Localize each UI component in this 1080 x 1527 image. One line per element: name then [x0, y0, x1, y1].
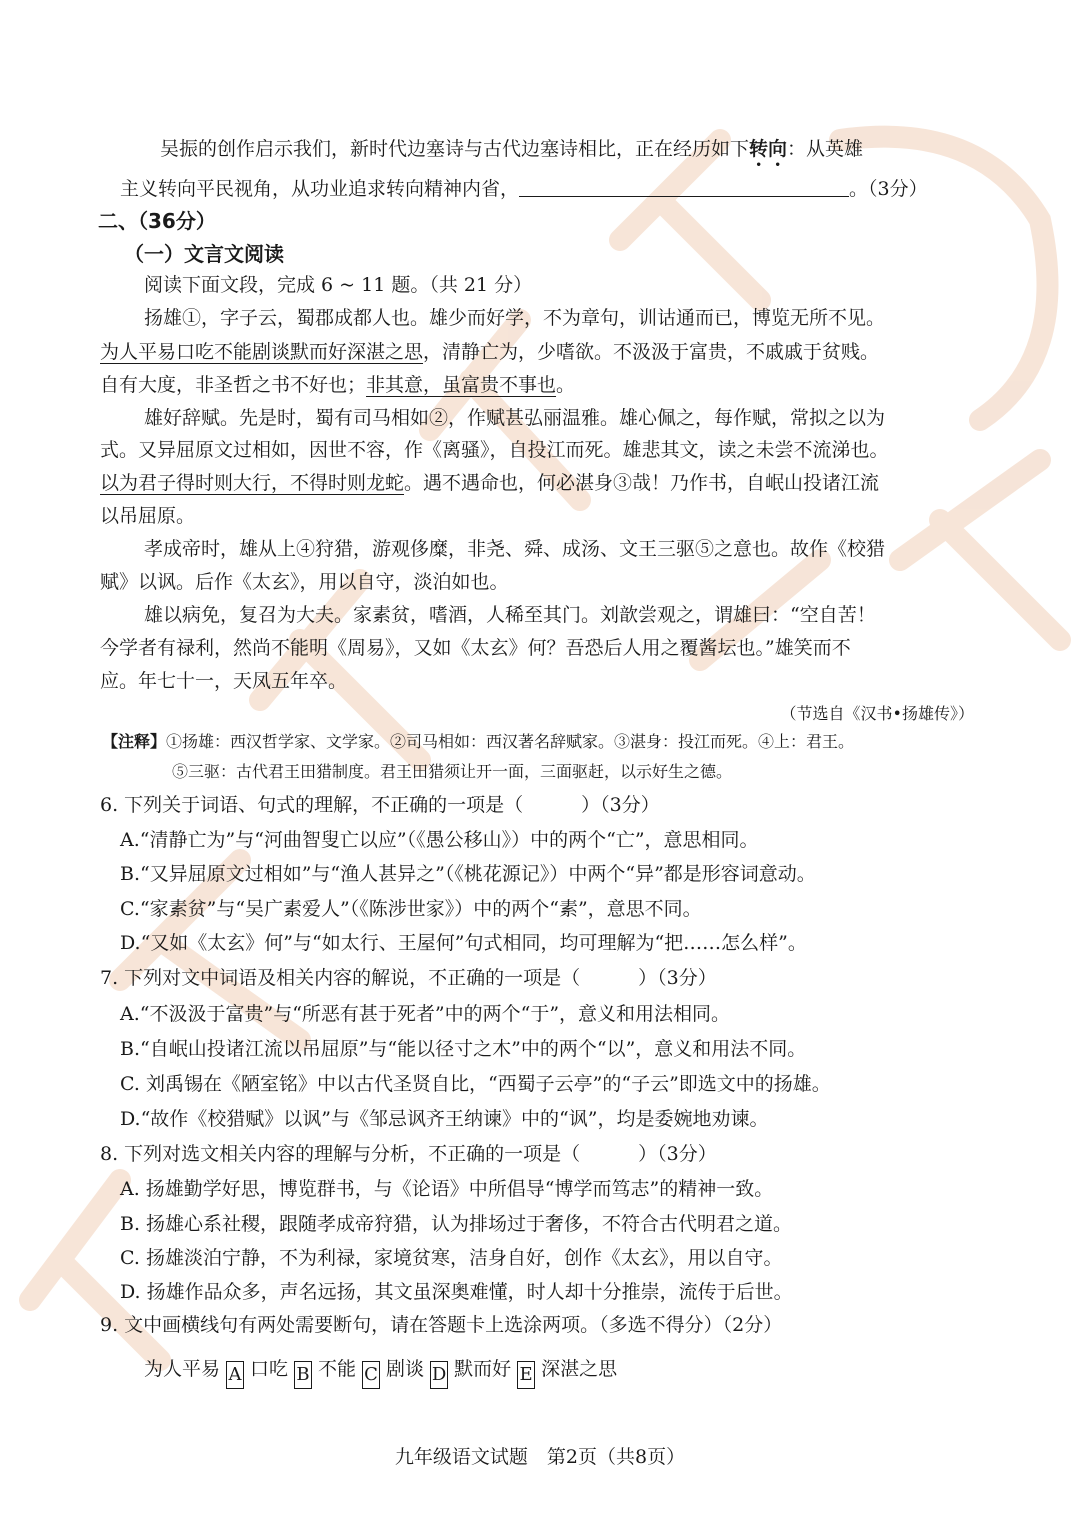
passage-p4-l1: 雄以病免，复召为大夫。家素贫，嗜酒，人稀至其门。刘歆尝观之，谓雄曰：“空自苦！: [144, 604, 876, 626]
q7-option-d: D.“故作《校猎赋》以讽”与《邹忌讽齐王纳谏》中的“讽”，均是委婉地劝谏。: [120, 1108, 769, 1130]
passage-p1-l3: [100, 376, 575, 395]
notes-line-1: [102, 734, 854, 750]
q6-option-c: C.“家素贫”与“吴广素爱人”（《陈涉世家》）中的两个“素”，意思不同。: [120, 898, 702, 920]
question-7-stem: [100, 969, 717, 988]
passage-p2-l4: 以吊屈原。: [100, 505, 196, 527]
answer-blank[interactable]: [519, 178, 849, 197]
passage-text: 。: [556, 374, 576, 396]
question-stem: 8. 下列对选文相关内容的理解与分析，不正确的一项是（: [100, 1143, 581, 1165]
break-option-c[interactable]: C: [362, 1361, 380, 1389]
intro-line-1: [160, 138, 863, 171]
intro-text-end: ：从英雄: [787, 138, 864, 160]
question-stem: 7. 下列对文中词语及相关内容的解说，不正确的一项是（: [100, 967, 581, 989]
q8-option-a: A. 扬雄勤学好思，博览群书，与《论语》中所倡导“博学而笃志”的精神一致。: [120, 1178, 774, 1200]
section-heading: 二、（36分）: [98, 209, 216, 233]
intro-text-2: 主义转向平民视角，从功业追求转向精神内省，: [120, 178, 520, 200]
notes-text: ①扬雄：西汉哲学家、文学家。②司马相如：西汉著名辞赋家。③湛身：投江而死。④上：君王。: [166, 732, 855, 751]
passage-text: ，清静亡为，少嗜欲。不汲汲于富贵，不戚戚于贫贱。: [423, 341, 880, 363]
passage-p4-l3: 应。年七十一，天凤五年卒。: [100, 670, 348, 692]
passage-source: （节选自《汉书•扬雄传》）: [780, 704, 974, 723]
sentence-segment: 深湛之思: [541, 1358, 618, 1380]
question-score: ）（3分）: [581, 794, 660, 816]
question-stem: 6. 下列关于词语、句式的理解，不正确的一项是（: [100, 794, 524, 816]
q7-option-c: C. 刘禹锡在《陋室铭》中以古代圣贤自比，“西蜀子云亭”的“子云”即选文中的扬雄。: [120, 1073, 831, 1095]
question-6-stem: [100, 796, 660, 815]
question-9-stem: 9. 文中画横线句有两处需要断句，请在答题卡上选涂两项。（多选不得分）（2分）: [100, 1314, 783, 1336]
break-option-e[interactable]: E: [517, 1361, 535, 1389]
passage-p3-l2: 赋》以讽。后作《太玄》，用以自守，淡泊如也。: [100, 571, 509, 593]
question-score: ）（3分）: [638, 1143, 717, 1165]
passage-text: 。遇不遇命也，何必湛身③哉！乃作书，自岷山投诸江流: [404, 472, 880, 494]
notes-label: 【注释】: [102, 732, 167, 751]
q8-option-d: D. 扬雄作品众多，声名远扬，其文虽深奥难懂，时人却十分推崇，流传于后世。: [120, 1281, 793, 1303]
subsection-heading: （一）文言文阅读: [124, 242, 284, 266]
notes-line-2: ⑤三驱：古代君王田猎制度。君王田猎须让开一面，三面驱赶，以示好生之德。: [172, 762, 733, 781]
intro-line-2: [120, 178, 928, 199]
passage-p1-l1: 扬雄①，字子云，蜀郡成都人也。雄少而好学，不为章句，训诂通而已，博览无所不见。: [144, 307, 886, 329]
q6-option-b: B.“又异屈原文过相如”与“渔人甚异之”（《桃花源记》）中两个“异”都是形容词意动。: [120, 863, 816, 885]
intro-score: 。（3分）: [849, 178, 928, 200]
sentence-segment: 为人平易: [144, 1358, 221, 1380]
q6-option-d: D.“又如《太玄》何”与“如太行、王屋何”句式相同，均可理解为“把……怎么样”。: [120, 932, 807, 954]
question-score: ）（3分）: [638, 967, 717, 989]
underlined-sentence-3: 以为君子得时则大行，不得时则龙蛇: [100, 472, 405, 494]
underlined-sentence-2: 非其意，虽富贵不事也: [366, 374, 557, 396]
break-option-b[interactable]: B: [294, 1361, 312, 1389]
instruction: 阅读下面文段，完成 6 ~ 11 题。（共 21 分）: [144, 274, 533, 296]
passage-p2-l1: 雄好辞赋。先是时，蜀有司马相如②，作赋甚弘丽温雅。雄心佩之，每作赋，常拟之以为: [144, 407, 886, 429]
sentence-segment: 口吃: [250, 1358, 289, 1380]
intro-text: 吴振的创作启示我们，新时代边塞诗与古代边塞诗相比，正在经历如下: [160, 138, 750, 160]
q8-option-b: B. 扬雄心系社稷，跟随孝成帝狩猎，认为排场过于奢侈，不符合古代明君之道。: [120, 1213, 793, 1235]
page-footer: 九年级语文试题 第2页（共8页）: [394, 1446, 686, 1468]
passage-p2-l2: 式。又异屈原文过相如，因世不容，作《离骚》，自投江而死。雄悲其文，读之未尝不流涕也。: [100, 439, 889, 461]
break-option-a[interactable]: A: [226, 1361, 244, 1389]
q7-option-a: A.“不汲汲于富贵”与“所恶有甚于死者”中的两个“于”，意义和用法相同。: [120, 1003, 731, 1025]
question-8-stem: [100, 1145, 717, 1164]
underlined-sentence-1: 为人平易口吃不能剧谈默而好深湛之思: [100, 341, 424, 363]
passage-p3-l1: 孝成帝时，雄从上④狩猎，游观侈糜，非尧、舜、成汤、文王三驱⑤之意也。故作《校猎: [144, 538, 886, 560]
sentence-segment: 不能: [318, 1358, 357, 1380]
passage-p4-l2: 今学者有禄利，然尚不能明《周易》，又如《太玄》何？吾恐后人用之覆酱坛也。”雄笑而不: [100, 637, 851, 659]
sentence-segment: 默而好: [454, 1358, 512, 1380]
sentence-segment: 剧谈: [386, 1358, 425, 1380]
break-option-d[interactable]: D: [430, 1361, 448, 1389]
passage-p2-l3: [100, 474, 879, 493]
emphasized-word: 转向: [749, 138, 788, 160]
passage-p1-l2: [100, 343, 879, 362]
break-sentence: [144, 1360, 623, 1389]
q6-option-a: A.“清静亡为”与“河曲智叟亡以应”（《愚公移山》）中的两个“亡”，意思相同。: [120, 829, 759, 851]
q7-option-b: B.“自岷山投诸江流以吊屈原”与“能以径寸之木”中的两个“以”，意义和用法不同。: [120, 1038, 807, 1060]
q8-option-c: C. 扬雄淡泊宁静，不为利禄，家境贫寒，洁身自好，创作《太玄》，用以自守。: [120, 1247, 783, 1269]
passage-text: 自有大度，非圣哲之书不好也；: [100, 374, 367, 396]
